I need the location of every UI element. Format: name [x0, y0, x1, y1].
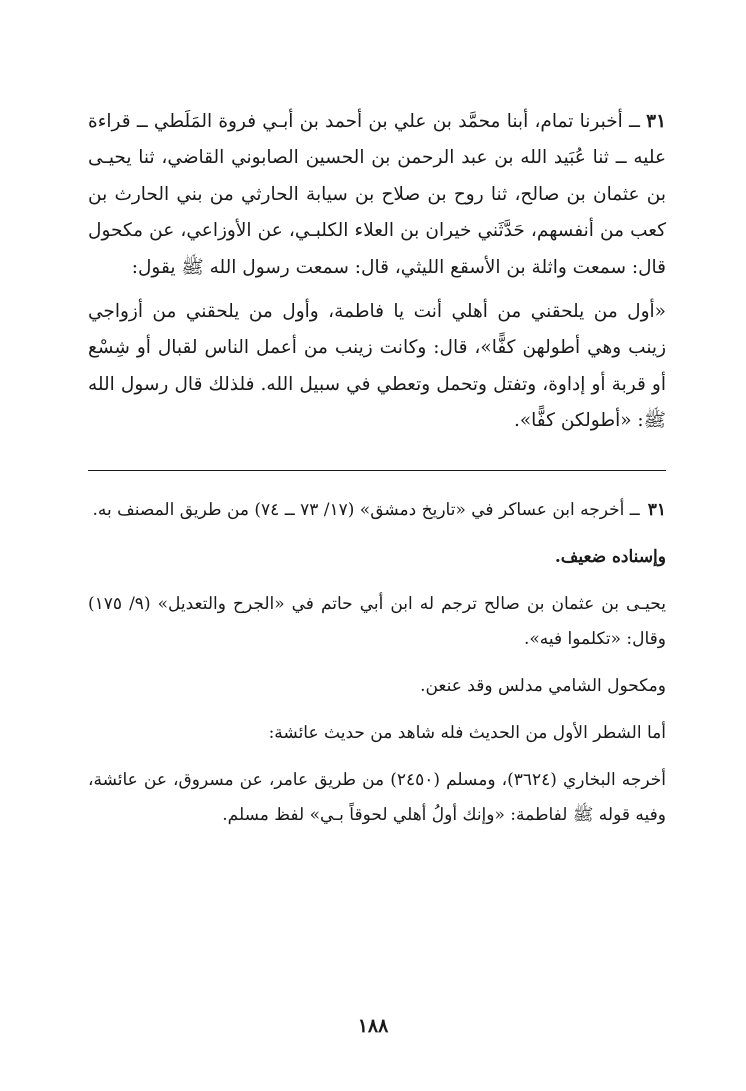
footnote-isnad-grade: وإسناده ضعيف.: [554, 546, 666, 567]
page-number: ١٨٨: [357, 1015, 389, 1037]
footnote-number: ٣١: [647, 499, 666, 520]
footnote-yahya: يحيـى بن عثمان بن صالح ترجم له ابن أبي حاتم في «الجرح والتعديل» (٩/ ١٧٥) وقال: «تكلموا فيه».: [88, 593, 666, 649]
hadith-matn: «أول من يلحقني من أهلي أنت يا فاطمة، وأول من يلحقني من أزواجي زينب وهي أطولهن كفًّا»، قال: وكانت زينب من أعمل الناس لقبال أو شِسْع أو قربة أو إداوة، وتفتل وتحمل وتعطي في سبيل الله. فلذلك قال رسول الله ﷺ: «أطولكن كفًّا».: [88, 301, 666, 432]
book-page: [88, 104, 666, 1064]
main-text: [88, 104, 666, 440]
footnote-takhrij-text: ــ أخرجه ابن عساكر في «تاريخ دمشق» (١٧/ ٧٣ ــ ٧٤) من طريق المصنف به.: [92, 499, 640, 520]
hadith-number: ٣١: [646, 111, 667, 132]
footnote-makhul: ومكحول الشامي مدلس وقد عنعن.: [420, 675, 666, 696]
footnote-takhrij: [88, 493, 666, 528]
footnote-bukhari: أخرجه البخاري (٣٦٢٤)، ومسلم (٢٤٥٠) من طريق عامر، عن مسروق، عن عائشة، وفيه قوله ﷺ لفاطمة: «وإنك أولُ أهلي لحوقاً بـي» لفظ مسلم.: [88, 769, 667, 825]
footnotes: [88, 493, 666, 833]
hadith-isnad: ــ أخبرنا تمام، أبنا محمَّد بن علي بن أحمد بن أبـي فروة المَلَطي ــ قراءة عليه ــ ثنا عُبَيد الله بن عبد الرحمن بن الحسين الصابوني القاضي، ثنا يحيـى بن عثمان بن صالح، ثنا روح بن صلاح بن سيابة الحارثي من بني الحارث بن كعب من أنفسهم، حَدَّثَني خيران بن العلاء الكلبـي، عن الأوزاعي، عن مكحول قال: سمعت واثلة بن الأسقع الليثي، قال: سمعت رسول الله ﷺ يقول:: [88, 111, 666, 278]
footnote-shahid: أما الشطر الأول من الحديث فله شاهد من حديث عائشة:: [268, 722, 666, 743]
hadith-narration: [88, 104, 666, 286]
footnote-separator: [88, 470, 666, 471]
